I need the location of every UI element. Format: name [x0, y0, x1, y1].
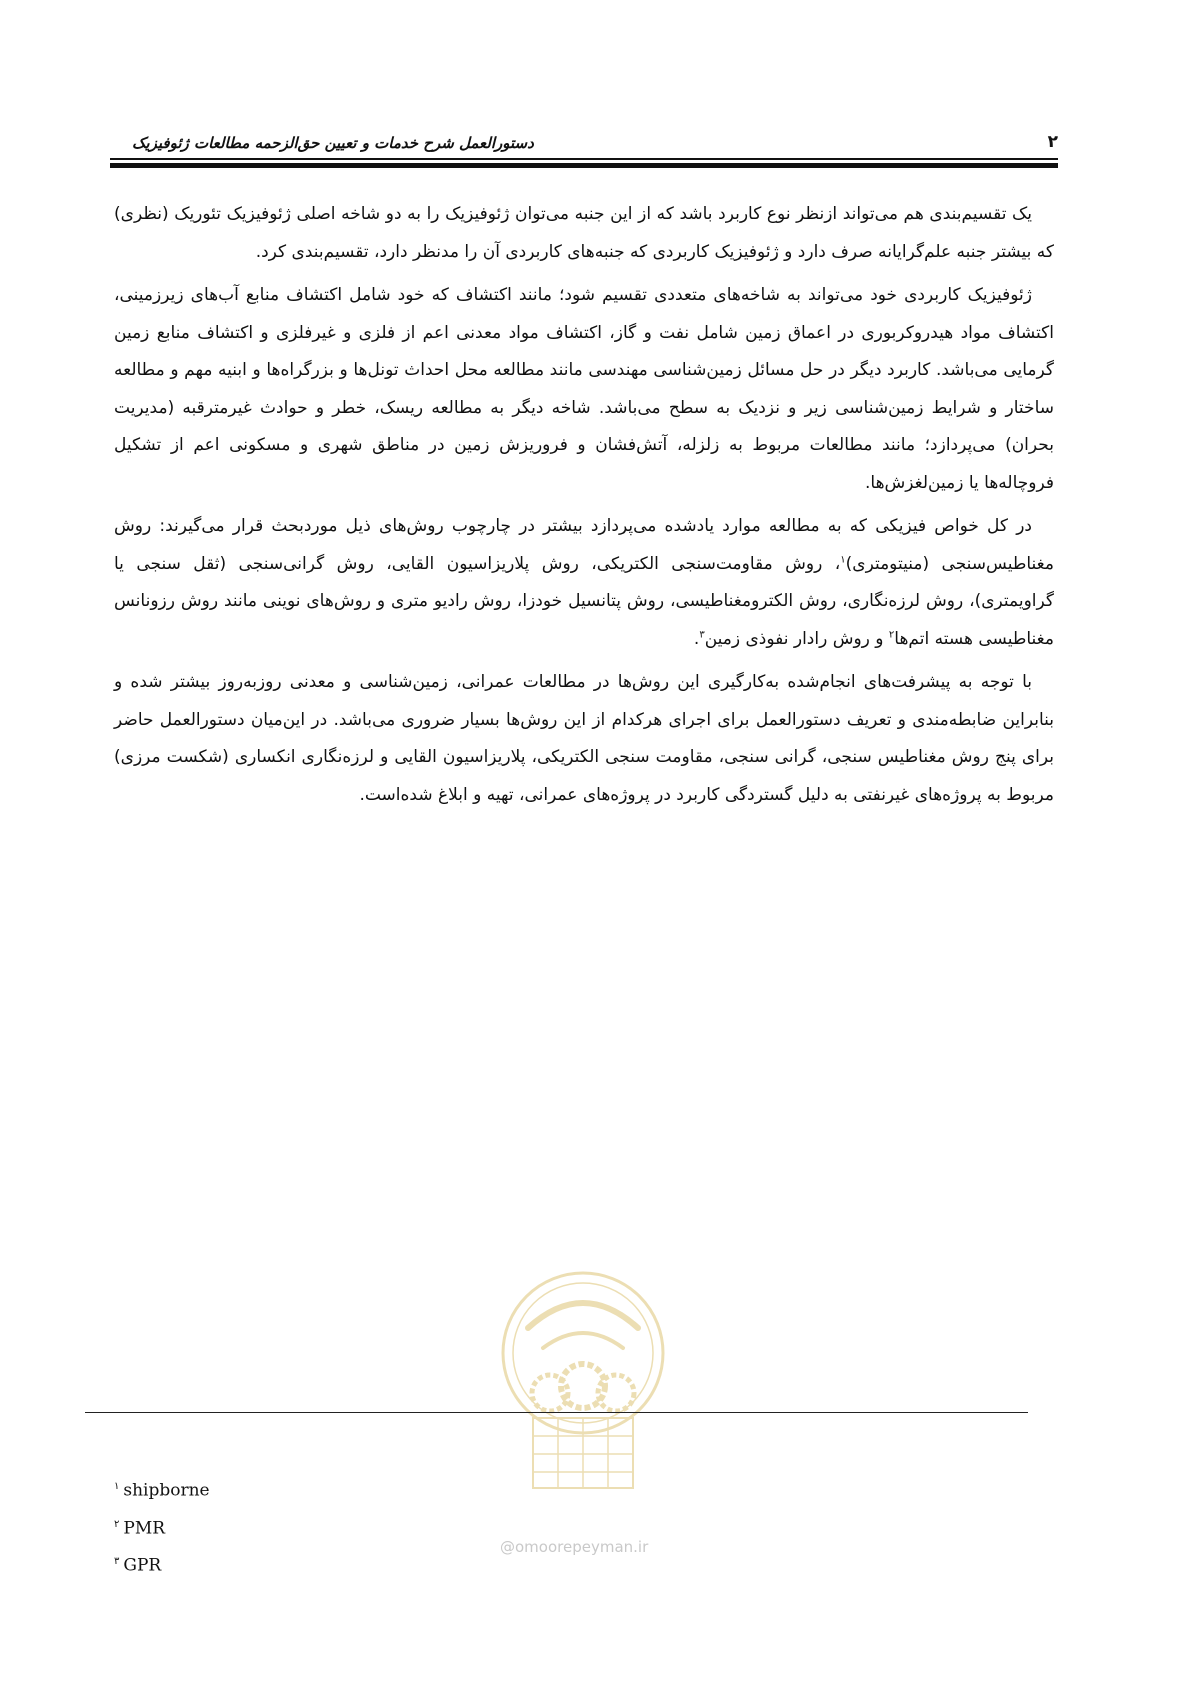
watermark-site: @omoorepeyman.ir — [500, 1538, 649, 1556]
footnote-mark: ۲ — [114, 1518, 120, 1530]
footnote-ref-3[interactable]: ۳ — [699, 628, 705, 640]
footnotes — [114, 1470, 210, 1583]
running-title: دستورالعمل شرح خدمات و تعیین حق‌الزحمه مطالعات ژئوفیزیک — [132, 134, 534, 152]
footnote-text: PMR — [123, 1518, 166, 1539]
paragraph-1 — [114, 196, 1054, 271]
paragraph-text: . — [693, 628, 700, 649]
paragraph-text: در کل خواص فیزیکی که به مطالعه موارد یادشده می‌پردازد بیشتر در چارچوب روش‌های ذیل موردبحث قرار می‌گیرند: روش مغناطیس‌سنجی (منیتومتری) — [114, 516, 1054, 574]
header-rule-thin — [110, 158, 1058, 160]
footnote-ref-2[interactable]: ۲ — [888, 628, 895, 640]
paragraph-text: ، روش مقاومت‌سنجی الکتریکی، روش پلاریزاسیون القایی، روش گرانی‌سنجی (ثقل سنجی یا گراویمتری)، روش لرزه‌نگاری، روش الکترومغناطیسی، روش پتانسیل خودزا، روش رادیو متری و روش‌های نوینی مانند روش رزونانس مغناطیسی هسته اتم‌ها — [114, 553, 1054, 649]
footnote-item — [114, 1470, 210, 1508]
page-number: ۲ — [1047, 132, 1058, 152]
paragraph-3 — [114, 508, 1054, 658]
footnote-separator — [85, 1412, 1028, 1413]
paragraph-2 — [114, 277, 1054, 502]
header-rule-thick — [110, 163, 1058, 168]
footnote-item — [114, 1545, 210, 1583]
footnote-item — [114, 1508, 210, 1546]
paragraph-text: و روش رادار نفوذی زمین — [704, 628, 889, 649]
footnote-ref-1[interactable]: ۱ — [840, 553, 846, 565]
paragraph-text: با توجه به پیشرفت‌های انجام‌شده به‌کارگیری این روش‌ها در مطالعات عمرانی، زمین‌شناسی و معدنی روزبه‌روز بیشتر شده و بنابراین ضابطه‌مندی و تعریف دستورالعمل برای اجرای هرکدام از این روش‌ها بسیار ضروری می‌باشد. در این‌میان دستورالعمل حاضر برای پنج روش مغناطیس سنجی، گرانی سنجی، مقاومت سنجی الکتریکی، پلاریزاسیون القایی و لرزه‌نگاری انکساری (شکست مرزی) مربوط به پروژه‌های غیرنفتی به دلیل گستردگی کاربرد در پروژه‌های عمرانی، تهیه و ابلاغ شده‌است. — [114, 672, 1054, 805]
body-text — [114, 196, 1054, 820]
omoorepeyman-seal-icon — [488, 1258, 678, 1518]
paragraph-text: ژئوفیزیک کاربردی خود می‌تواند به شاخه‌های متعددی تقسیم شود؛ مانند اکتشاف که خود شامل اکتشاف منابع آب‌های زیرزمینی، اکتشاف مواد هیدروکربوری در اعماق زمین شامل نفت و گاز، اکتشاف مواد معدنی اعم از فلزی و غیرفلزی و اکتشاف منابع زمین گرمایی می‌باشد. کاربرد دیگر در حل مسائل زمین‌شناسی مهندسی مانند مطالعه محل احداث تونل‌ها و بزرگراه‌ها و ابنیه مهم و مطالعه ساختار و شرایط زمین‌شناسی زیر و نزدیک به سطح می‌باشد. شاخه دیگر به مطالعه ریسک، خطر و حوادث غیرمترقبه (مدیریت بحران) می‌پردازد؛ مانند مطالعات مربوط به زلزله، آتش‌فشان و فروریزش زمین در مناطق شهری و مسکونی اعم از تشکیل فروچاله‌ها یا زمین‌لغزش‌ها. — [114, 285, 1054, 493]
seal-graphic — [488, 1258, 678, 1518]
footnote-mark: ۳ — [114, 1556, 120, 1568]
footnote-text: GPR — [123, 1555, 162, 1576]
paragraph-text: یک تقسیم‌بندی هم می‌تواند ازنظر نوع کاربرد باشد که از این جنبه می‌توان ژئوفیزیک را به دو شاخه اصلی ژئوفیزیک تئوریک (نظری) که بیشتر جنبه علم‌گرایانه صرف دارد و ژئوفیزیک کاربردی که جنبه‌های کاربردی آن را مدنظر دارد، تقسیم‌بندی کرد. — [114, 204, 1054, 262]
footnote-mark: ۱ — [114, 1481, 120, 1492]
paragraph-4 — [114, 664, 1054, 814]
footnote-text: shipborne — [123, 1480, 210, 1501]
